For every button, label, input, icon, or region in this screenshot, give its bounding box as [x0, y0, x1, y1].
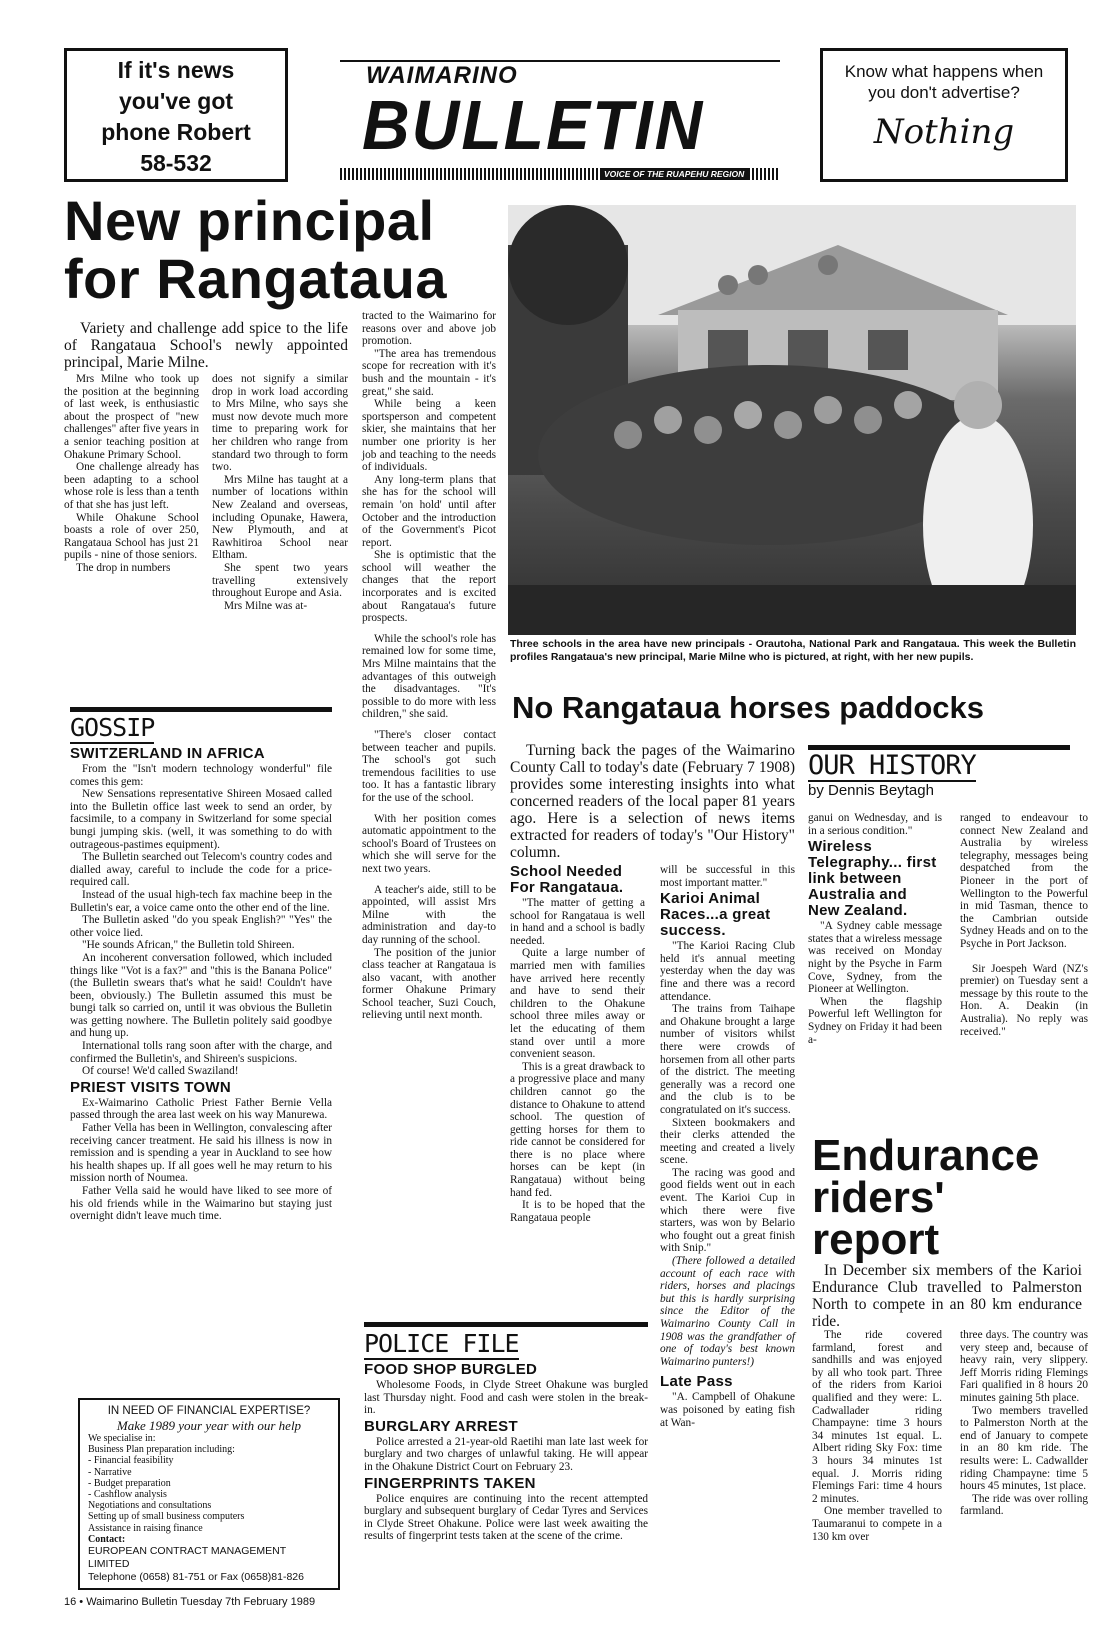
para: Sixteen bookmakers and their clerks attended the meeting and created a lively scene. [660, 1116, 795, 1167]
police-top-rule [364, 1322, 648, 1327]
horses-headline: No Rangataua horses paddocks [512, 690, 985, 725]
para: Two members travelled to Palmerston North at the end of January to compete in an 80 km ride. The results were: L. Cadwallder riding Champayne: time 5 hours 45 minutes, 1st place. [960, 1404, 1088, 1493]
para: ranged to endeavour to connect New Zealand and Australia by wireless telegraphy, messages being despatched from the Pioneer in the port of Wellington to the Powerful in mid Tasman, thence to the Cambrian outside Sydney Heads and on to the Psyche in Port Jackson. [960, 812, 1088, 950]
endurance-col1 [812, 1329, 942, 1543]
ad-item: - Financial feasibility [88, 1455, 174, 1467]
para: Instead of the usual high-tech fax machine beep in the Bulletin's ear, a voice came onto the other end of the line. [70, 888, 332, 914]
para: The ride covered farmland, forest and sandhills and was enjoyed by all who took part. Three of the riders from Karioi qualified and they were: L. Cadwallader riding Champayne: time 3 hours 34 minutes 1st equal. L. Albert riding Sky Fox: time 3 hours 34 minutes 1st equal. J. Morris riding Flemings Fari: time 4 hours 2 minutes. [812, 1329, 942, 1505]
masthead-small-title: WAIMARINO [366, 62, 518, 89]
horses-heading-school: School Needed For Rangataua. [510, 863, 624, 896]
photo-illustration [508, 205, 1076, 635]
horses-col2 [660, 864, 795, 1429]
news-tip-line2: you've got [118, 88, 234, 114]
ad-phone: Telephone (0658) 81-751 or Fax (0658)81-826 [88, 1571, 304, 1584]
ad-item: - Budget preparation [88, 1477, 171, 1489]
para: An incoherent conversation followed, which included things like "Vot is a fax?" and "this is the Banana Police" (the Bulletin swears that's what he said! Couldn't have been, obviously.) The Bulletin assumed this must be bungi talk so carried on, until it was obvious the Bulletin was getting nowhere. The Bulletin politely said goodbye and hung up. [70, 951, 332, 1040]
para: The drop in numbers [76, 561, 171, 574]
para: The trains from Taihape and Ohakune brought a large number of visitors whilst there were crowds of horsemen from all other parts of the district. The meeting generally was a record one and the club is to be congratulated on it's success. [660, 1003, 795, 1116]
para: While being a keen sportsperson and competent skier, she maintains that her number one priority is her job and teaching to the needs of individuals. [362, 398, 496, 474]
ad-contact-label: Contact: [88, 1533, 126, 1545]
endurance-headline-line1: Endurance [812, 1131, 1040, 1180]
history-kicker: OUR HISTORY [808, 750, 976, 781]
horses-intro: Turning back the pages of the Waimarino County Call to today's date (February 7 1908) provides some interesting insights into what concerned readers of the local paper 81 years ago. Here is a selection of news items extracted for readers of today's "Our History" column. [510, 742, 795, 861]
gossip-kicker: GOSSIP [70, 713, 155, 742]
police-heading-arrest: BURGLARY ARREST [364, 1417, 518, 1435]
ad-item: Setting up of small business computers [88, 1511, 245, 1523]
para: She spent two years travelling extensively throughout Europe and Asia. [212, 561, 348, 600]
para: Ex-Waimarino Catholic Priest Father Bernie Vella passed through the area last week on his way Manurewa. [70, 1096, 332, 1122]
para: With her position comes automatic appointment to the school's Board of Trustees on which she will serve for the next two years. [362, 812, 496, 875]
para: (There followed a detailed account of each race with riders, horses and placings but this is hardly surprising since the Editor of the Waimarino County Call in 1908 was the grandfather of one of today's best known Waimarino punters!) [660, 1255, 795, 1368]
para: One member travelled to Taumaranui to compete in a 130 km over [812, 1505, 942, 1543]
endurance-headline [812, 1131, 1082, 1264]
history-section [808, 752, 1078, 800]
horses-col1 [510, 862, 645, 1224]
para: three days. The country was very steep and, because of heavy rain, very slippery. Jeff Morris riding Flemings Fari qualified in 8 hours 20 minutes gaining 5th place. [960, 1329, 1088, 1404]
ad-title: IN NEED OF FINANCIAL EXPERTISE? [107, 1405, 311, 1417]
ad-subtitle: Make 1989 your year with our help [116, 1418, 302, 1433]
news-tip-phone: 58-532 [140, 150, 212, 176]
main-headline [64, 189, 494, 310]
ad-item: - Narrative [88, 1466, 132, 1478]
para: "He sounds African," the Bulletin told Shireen. [82, 939, 295, 952]
para: The racing was good and good fields went out in each event. The Karioi Cup in which there were five starters, was won by Belario who fought out a great finish with Snip." [660, 1166, 795, 1255]
masthead-tagline: VOICE OF THE RUAPEHU REGION [600, 168, 748, 180]
para: She is optimistic that the school will weather the changes that the report incorporates and is excited about Rangataua's future prospects. [362, 549, 496, 625]
advertise-promo-box [820, 48, 1068, 182]
main-story-col2 [212, 373, 348, 612]
history-col1 [808, 812, 942, 1046]
para: The position of the junior class teacher at Rangataua is also vacant, with another former Ohakune Primary School teacher, Suzi Couch, relieving until next month. [362, 946, 496, 1022]
para: This is a great drawback to a progressive place and many children cannot go the distance to Ohakune to attend school. The question of getting horses for them to ride cannot be considered for there is no place where horses can be kept (in Rangataua) without being hand fed. [510, 1060, 645, 1199]
para: "A Sydney cable message states that a wireless message was received on Monday night by the Psyche in Farm Cove, Sydney, from the Pioneer at Wellington. [808, 920, 942, 996]
ad-item: Assistance in raising finance [88, 1522, 203, 1534]
ad-item: - Cashflow analysis [88, 1489, 167, 1501]
gossip-heading-priest: PRIEST VISITS TOWN [70, 1078, 231, 1096]
para: "There's closer contact between teacher and pupils. The school's got such tremendous facilities to use too. It has a fantastic library for the use of the school. [362, 729, 496, 804]
police-heading-foodshop: FOOD SHOP BURGLED [364, 1361, 538, 1378]
main-headline-line2: for Rangataua [64, 247, 447, 310]
history-heading-wireless: Wireless Telegraphy... first link between Australia and New Zealand. [808, 838, 937, 920]
para: "The area has tremendous scope for recreation with it's bush and the mountain - it's great," she said. [362, 347, 496, 398]
main-headline-line1: New principal [64, 189, 435, 252]
para: does not signify a similar drop in work load according to Mrs Milne, who says she must now devote much more time to preparing work for her children who range from standard two through to form two. [212, 373, 348, 474]
gossip-section [70, 714, 332, 1223]
masthead [340, 60, 780, 188]
news-tip-line3: phone Robert [101, 119, 251, 145]
para: Any long-term plans that she has for the school will remain 'on hold' until after October and the introduction of the Government's Picot report. [362, 473, 496, 549]
ad-item: Negotiations and consultations [88, 1500, 212, 1512]
para: Father Vella said he would have liked to see more of his old friends while in the Waimarino but staying just overnight didn't leave much time. [70, 1185, 332, 1223]
history-byline: by Dennis Beytagh [808, 782, 934, 799]
police-heading-fingerprints: FINGERPRINTS TAKEN [364, 1474, 536, 1492]
page-folio: 16 • Waimarino Bulletin Tuesday 7th February 1989 [64, 1596, 316, 1608]
gossip-top-rule [70, 707, 332, 712]
para: Sir Joespeh Ward (NZ's premier) on Tuesday sent a message by this route to the Hon. A. Deakin (in Australia). No reply was received." [960, 962, 1088, 1038]
police-kicker: POLICE FILE [364, 1329, 519, 1358]
para: Mrs Milne who took up the position at the beginning of last week, is enthusiastic about the prospect of "new challenges" after five years in a senior teaching position at Ohakune Primary School. [64, 373, 199, 461]
para: Mrs Milne was at- [224, 599, 308, 612]
para: The Bulletin asked "do you speak English?" "Yes" the other voice lied. [70, 914, 332, 939]
news-tip-box [64, 48, 288, 182]
police-section [364, 1330, 648, 1543]
para: International tolls rang soon after with the charge, and confirmed the Bulletin's, and Shireen's suspicions. [70, 1040, 332, 1065]
main-story-intro: Variety and challenge add spice to the life of Rangataua School's newly appointed principal, Marie Milne. [64, 320, 348, 371]
endurance-headline-line3: report [812, 1215, 940, 1264]
para: "A. Campbell of Ohakune was poisoned by eating fish at Wan- [660, 1391, 795, 1429]
para: It is to be hoped that the Rangataua people [510, 1199, 645, 1224]
advertise-script-nothing: Nothing [873, 112, 1015, 152]
para: Of course! We'd called Swaziland! [82, 1065, 239, 1078]
para: One challenge already has been adapting to a school whose role is less than a tenth of that she has just left. [64, 461, 199, 511]
horses-heading-karioi: Karioi Animal Races...a great success. [660, 890, 771, 940]
news-tip-line1: If it's news [117, 57, 235, 83]
photo-caption: Three schools in the area have new principals - Orautoha, National Park and Rangataua. This week the Bulletin profiles Rangataua's new principal, Marie Milne who is pictured, at right, with her new pupils. [510, 638, 1076, 663]
para: The Bulletin searched out Telecom's country codes and dialled away, careful to include the code for a price-required call. [70, 851, 332, 889]
endurance-intro: In December six members of the Karioi Endurance Club travelled to Palmerston North to compete in an 80 km endurance ride. [812, 1262, 1082, 1330]
history-col2 [960, 812, 1088, 1038]
para: "The matter of getting a school for Rangataua is well in hand and a school is badly needed. [510, 897, 645, 947]
para: Quite a large number of married men with families have arrived here recently and have to send their children to the Ohakune school three miles away or let the educating of them stand over until a more convenient season. [510, 947, 645, 1061]
para: will be successful in this most important matter." [660, 864, 795, 889]
school-photo [508, 205, 1076, 635]
ad-specialise: We specialise in: [88, 1433, 156, 1444]
advertise-line2: you don't advertise? [868, 83, 1020, 102]
para: From the "Isn't modern technology wonderful" file comes this gem: [70, 763, 332, 788]
para: New Sensations representative Shireen Mosaed called into the Bulletin office last week to send an order, by facsimile, to a company in Switzerland for some special bungi jumping skis. (well, it was something to do with outrageous-pastimes equipment). [70, 788, 332, 851]
gossip-heading-switzerland: SWITZERLAND IN AFRICA [70, 745, 265, 762]
ad-item: Business Plan preparation including: [88, 1444, 235, 1456]
para: Police enquires are continuing into the recent attempted burglary and subsequent burglary of Cedar Tyres and Services in Clyde Street Ohakune. Police were last week awaiting the results of fingerprint tests taken at the scene of the crime. [364, 1492, 648, 1543]
financial-ad [78, 1398, 340, 1590]
ad-company: EUROPEAN CONTRACT MANAGEMENT LIMITED [88, 1545, 286, 1571]
para: Mrs Milne has taught at a number of locations within New Zealand and overseas, including Opunake, Hawera, New Plymouth, and at Rawhitiroa School near Eltham. [212, 473, 348, 562]
horses-heading-latepass: Late Pass [660, 1373, 733, 1391]
para: "The Karioi Racing Club held it's annual meeting yesterday when the day was fine and there was a record attendance. [660, 940, 795, 1003]
main-story-col3 [362, 310, 496, 1022]
para: Wholesome Foods, in Clyde Street Ohakune was burgled last Thursday night. Food and cash were stolen in the break-in. [364, 1379, 648, 1417]
para: ganui on Wednesday, and is in a serious condition." [808, 812, 942, 837]
endurance-col2 [960, 1329, 1088, 1518]
para: While Ohakune School boasts a role of over 250, Rangataua School has just 21 pupils - nine of those seniors. [64, 511, 199, 562]
para: While the school's role has remained low for some time, Mrs Milne maintains that the advantages of this outweigh the disadvantages. "It's possible to do more with less children," she said. [362, 632, 496, 721]
para: The ride was over rolling farmland. [960, 1492, 1088, 1518]
para: A teacher's aide, still to be appointed, will assist Mrs Milne with the administration and day-to day running of the school. [362, 883, 496, 946]
advertise-line1: Know what happens when [844, 62, 1044, 81]
para: When the flagship Powerful left Wellington for Sydney on Friday it had been a- [808, 995, 942, 1046]
para: Father Vella has been in Wellington, convalescing after receiving cancer treatment. He said his illness is now in remission and is spending a year in Auckland to see how his health shapes up. If all goes well he may return to his mission north of Noumea. [70, 1122, 332, 1185]
masthead-big-title: BULLETIN [362, 86, 705, 164]
para: Police arrested a 21-year-old Raetihi man late last week for burglary and two charges of unlawful taking. He will appear in the Ohakune District Court on February 23. [364, 1435, 648, 1473]
para: tracted to the Waimarino for reasons over and above job promotion. [362, 310, 496, 348]
main-story-col1 [64, 373, 199, 575]
endurance-headline-line2: riders' [812, 1173, 945, 1222]
